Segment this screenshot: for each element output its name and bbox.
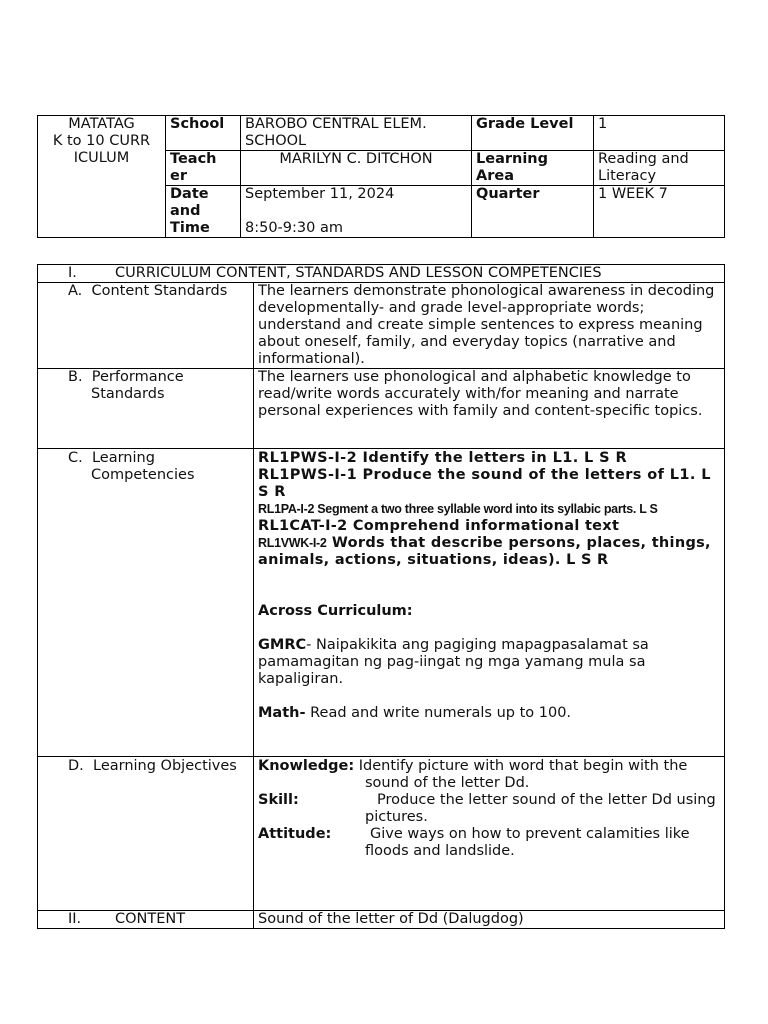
section-ii-content: Sound of the letter of Dd (Dalugdog) — [254, 911, 725, 929]
performance-standards-label: B. Performance Standards — [38, 369, 254, 449]
performance-standards-text: The learners use phonological and alphabetic knowledge to read/write words accurately with/for meaning and narrate personal experiences with family and content-specific topics. — [254, 369, 725, 449]
competency-item: RL1PA-I-2 Segment a two three syllable word into its syllabic parts. L S — [258, 502, 658, 516]
grade-level-label: Grade Level — [476, 116, 574, 132]
time-value: 8:50-9:30 am — [245, 220, 343, 236]
lesson-content-table — [37, 264, 725, 929]
date-time-value — [241, 186, 472, 238]
competency-item: animals, actions, situations, ideas). L S R — [258, 552, 609, 568]
learning-area-value: Reading and Literacy — [594, 151, 725, 186]
date-time-label: Date and Time — [170, 186, 210, 236]
learning-competencies-content — [254, 449, 725, 757]
quarter-value: 1 WEEK 7 — [594, 186, 725, 238]
learning-competencies-label: C. Learning Competencies — [38, 449, 254, 757]
competency-item: RL1PWS-I-1 Produce the sound of the letters of L1. L S R — [258, 467, 711, 500]
learning-area-label: Learning Area — [476, 151, 549, 184]
section-i-numeral: I. — [68, 265, 77, 281]
lesson-header-table — [37, 115, 725, 238]
competency-item: RL1VWK-I-2 Words that describe persons, places, things, — [258, 535, 711, 551]
gmrc-text: GMRC- Naipakikita ang pagiging mapagpasalamat sa pamamagitan ng pag-iingat ng mga yamang mula sa kapaligiran. — [258, 637, 649, 687]
section-i-title: CURRICULUM CONTENT, STANDARDS AND LESSON COMPETENCIES — [115, 265, 602, 281]
teacher-label: Teach er — [170, 151, 217, 184]
skill-objective: Skill: Produce the letter sound of the letter Dd using — [258, 792, 716, 808]
date-value: September 11, 2024 — [245, 186, 395, 202]
learning-objectives-content: Knowledge: Identify picture with word that begin with the sound of the letter Dd. Skill: Produce the letter sound of the letter Dd using pictures. Attitude: Give ways on how to prevent calamities like floods and landslide. — [254, 757, 725, 911]
competency-item: RL1CAT-I-2 Comprehend informational text — [258, 518, 620, 534]
attitude-objective: Attitude: Give ways on how to prevent calamities like — [258, 826, 690, 842]
section-ii-numeral: II. — [68, 911, 82, 927]
school-value: BAROBO CENTRAL ELEM. SCHOOL — [241, 116, 472, 151]
competency-item: RL1PWS-I-2 Identify the letters in L1. L S R — [258, 450, 628, 466]
knowledge-objective: Knowledge: Identify picture with word that begin with the — [258, 758, 688, 774]
section-ii-heading — [38, 911, 254, 929]
curriculum-cell — [38, 116, 166, 238]
curriculum-line-2: K to 10 CURR — [52, 133, 151, 149]
quarter-label: Quarter — [476, 186, 540, 202]
content-standards-label: A. Content Standards — [38, 283, 254, 369]
content-standards-text: The learners demonstrate phonological awareness in decoding developmentally- and grade level-appropriate words; understand and create simple sentences to express meaning about oneself, family, and everyday topics (narrative and informational). — [254, 283, 725, 369]
learning-objectives-label: D. Learning Objectives — [38, 757, 254, 911]
school-label: School — [170, 116, 225, 132]
curriculum-line-3: ICULUM — [73, 150, 130, 166]
section-i-heading — [38, 265, 725, 283]
grade-level-value: 1 — [594, 116, 725, 151]
section-ii-title: CONTENT — [115, 911, 186, 927]
curriculum-line-1: MATATAG — [68, 116, 135, 132]
across-curriculum-title: Across Curriculum: — [258, 603, 413, 619]
teacher-value: MARILYN C. DITCHON — [241, 151, 472, 186]
math-text: Math- Read and write numerals up to 100. — [258, 705, 572, 721]
